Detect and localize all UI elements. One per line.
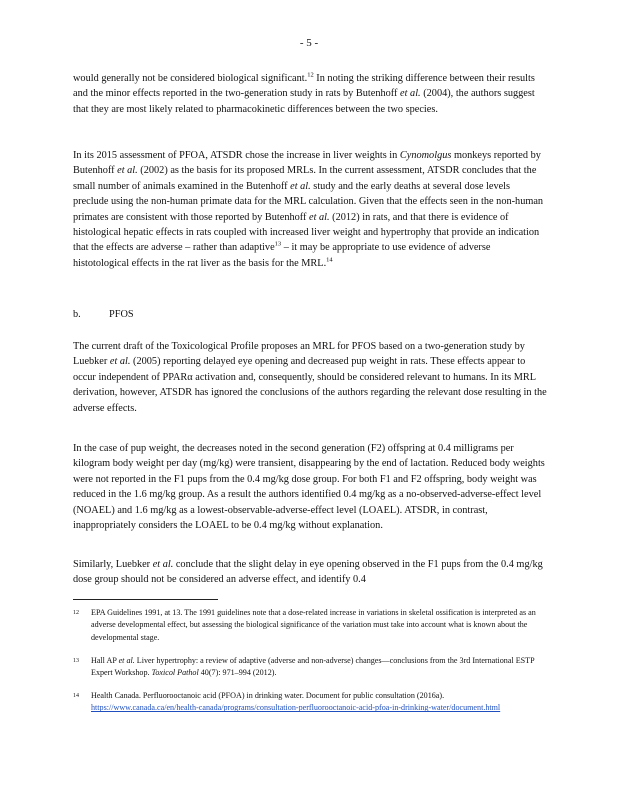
footnote-ref-14[interactable]: 14 [326,256,333,264]
italic-text: et al. [400,88,421,100]
footnote-number: 14 [73,693,79,699]
italic-text: et al. [309,211,330,223]
text: would generally not be considered biological significant. [73,73,308,84]
paragraph-4 [73,441,548,533]
footnote-text: EPA Guidelines 1991, at 13. The 1991 guidelines note that a dose-related increase in variations in skeletal ossification is interpreted as an adverse developmental effect, but assessing the biological significance of the variation must take into account what is known about the developmental stage. [91,608,536,642]
health-canada-link[interactable]: https://www.canada.ca/en/health-canada/programs/consultation-perfluorooctanoic-acid-pfoa-in-drinking-water/document.html [91,703,501,713]
italic-text: et al. [118,656,135,665]
footnote-number: 13 [73,658,79,664]
italic-text: et al. [152,559,174,570]
journal-name: Toxicol Pathol [151,668,199,678]
italic-text: et al. [290,180,311,192]
footnote-12 [73,607,548,644]
section-heading [73,309,134,320]
italic-text: et al. [117,165,138,177]
text: In its 2015 assessment of PFOA, ATSDR chose the increase in liver weights in [73,150,400,161]
footnote-text: Liver hypertrophy: a review of adaptive (adverse and non-adverse) changes—conclusions from the 3rd International ESTP Expert Workshop. [91,656,535,678]
footnote-text: Hall AP [91,656,119,665]
italic-text: et al. [109,356,131,368]
text: monkeys reported by Butenhoff [73,150,541,177]
footnote-text: 40(7): 971–994 (2012). [198,668,277,678]
footnote-14 [73,690,548,715]
paragraph-1 [73,71,548,117]
text: (2004), the authors suggest that they are most likely related to pharmacokinetic differences between the two species. [73,88,535,115]
paragraph-3 [73,339,548,416]
text: In noting the striking difference between their results and the minor effects reported in the two-generation study in rats by Butenhoff [73,73,535,100]
text: (2012) in rats, and that there is evidence of histological hepatic effects in rats coupled with increased liver weight and hypertrophy that provide an indication that the effects are adverse – rather than adaptive [73,211,540,254]
paragraph-5 [73,557,548,588]
text: study and the early deaths at several dose levels preclude using the non-human primate data for the MRL calculation. Given that the effects seen in the non-human primates are consistent with those reported by Butenhoff [73,180,544,223]
footnote-text: Health Canada. Perfluorooctanoic acid (PFOA) in drinking water. Document for public consultation (2016a). [91,691,445,700]
section-title: PFOS [109,309,134,320]
text: conclude that the slight delay in eye opening observed in the F1 pups from the 0.4 mg/kg dose group should not be considered an adverse effect, and identify 0.4 [73,559,543,586]
text: The current draft of the Toxicological Profile proposes an MRL for PFOS based on a two-generation study by Luebker [73,341,525,368]
paragraph-2 [73,148,548,271]
section-label: b. [73,309,81,320]
text: – it may be appropriate to use evidence of adverse histotological effects in the rat liver as the basis for the MRL. [73,242,491,269]
footnote-ref-13[interactable]: 13 [274,241,282,249]
species-name: Cynomolgus [399,150,452,161]
text: (2002) as the basis for its proposed MRLs. In the current assessment, ATSDR concludes that the small number of animals examined in the Butenhoff [73,165,537,192]
text: In the case of pup weight, the decreases noted in the second generation (F2) offspring at 0.4 milligrams per kilogram body weight per day (mg/kg) were transient, disappearing by the end of lactation. Reduced body weights were not reported in the F1 pups from the 0.4 mg/kg dose group. For both F1 and F2 offspring, body weight was reduced in the 1.6 mg/kg group. As a result the authors identified 0.4 mg/kg as a no-observed-adverse-effect level (NOAEL) and 1.6 mg/kg as a lowest-observable-adverse-effect level (LOAEL). ATSDR, in contrast, inappropriately considers the LOAEL to be 0.4 mg/kg without explanation. [73,443,545,532]
footnote-ref-12[interactable]: 12 [307,71,314,79]
footnote-divider [73,599,218,600]
text: (2005) reporting delayed eye opening and decreased pup weight in rats. These effects appear to occur independent of PPARα activation and, consequently, should be considered relevant to humans. In its MRL derivation, however, ATSDR has ignored the conclusions of the authors regarding the relevant dose resulting in the adverse effects. [73,356,547,414]
footnote-number: 12 [73,610,79,616]
text: Similarly, Luebker [73,559,153,570]
footnote-13 [73,655,548,680]
page-number: - 5 - [299,37,319,49]
